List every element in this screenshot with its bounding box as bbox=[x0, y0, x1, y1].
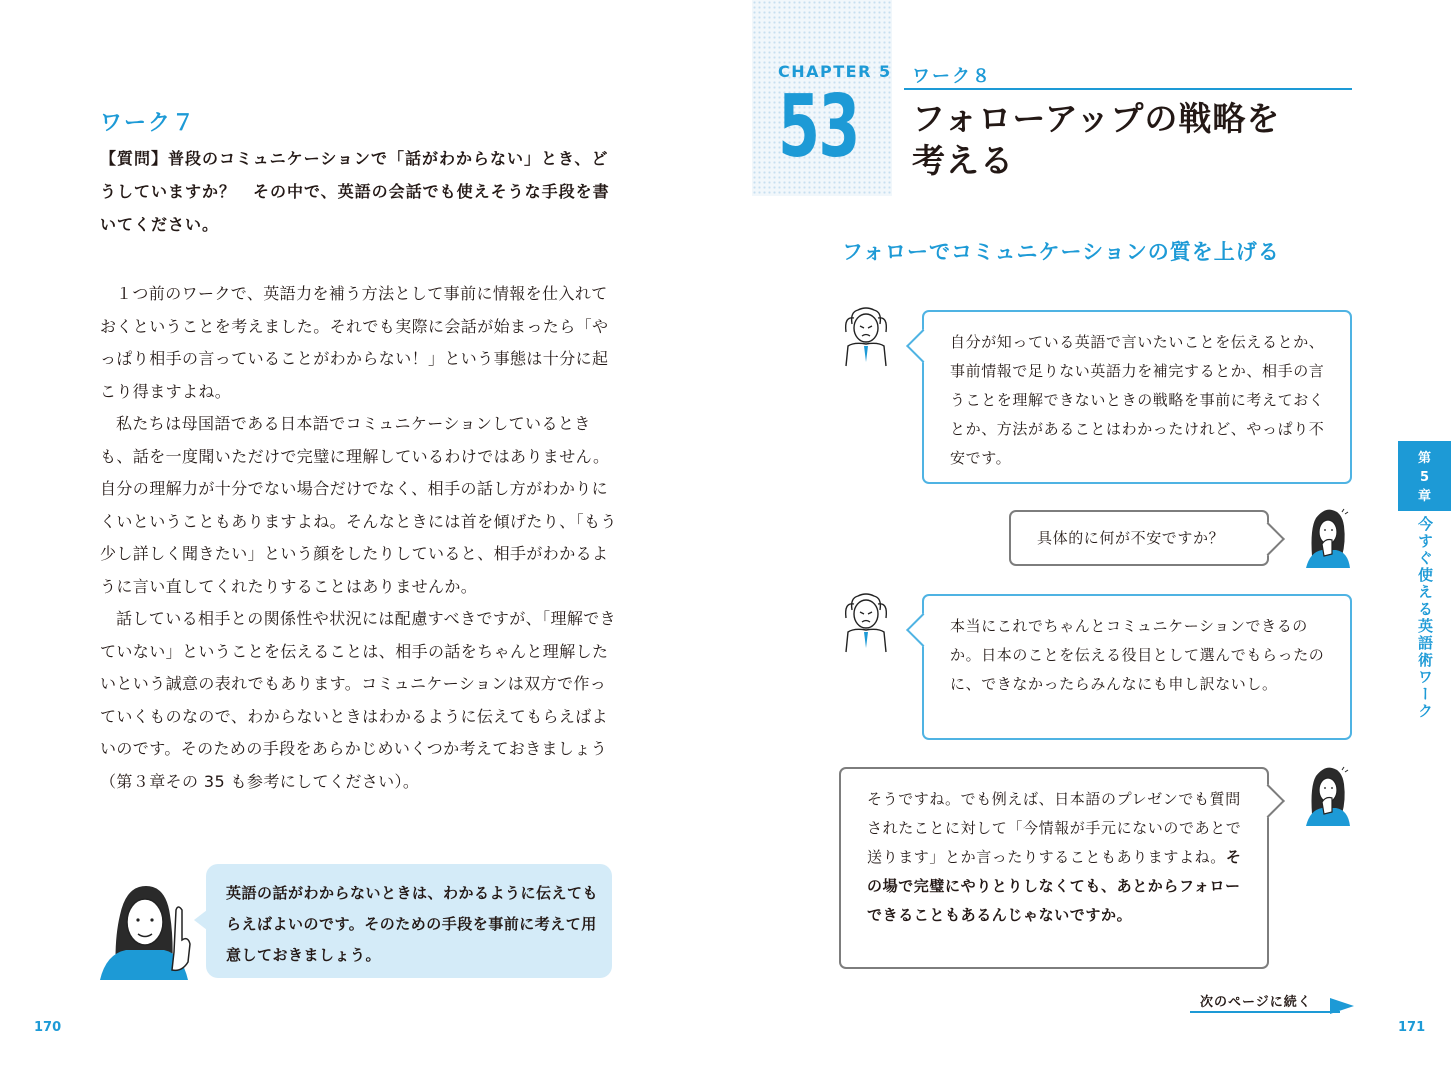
sidebar-chapter-text: 章 bbox=[1417, 489, 1431, 504]
bubble-tail bbox=[1251, 522, 1285, 556]
next-page-arrow-icon bbox=[1330, 998, 1354, 1014]
sidebar-chapter-text: 5 bbox=[1419, 470, 1430, 485]
woman-pointing-illustration bbox=[96, 880, 196, 980]
thinking-woman-icon bbox=[1302, 766, 1352, 826]
bubble-tail bbox=[1251, 784, 1285, 818]
section-title-line: フォローアップの戦略を bbox=[912, 99, 1281, 138]
worried-man-icon bbox=[838, 306, 894, 370]
section-title-line: 考える bbox=[912, 141, 1014, 180]
section-title bbox=[912, 98, 1352, 182]
thinking-woman-icon bbox=[1302, 508, 1352, 568]
tip-text: 英語の話がわからないときは、わかるように伝えてもらえばよいのです。そのための手段を事前に考えて用意しておきましょう。 bbox=[226, 884, 599, 964]
dialogue-text: 自分が知っている英語で言いたいことを伝えるとか、事前情報で足りない英語力を補完するとか、相手の言うことを理解できないときの戦略を事前に考えておくとか、方法があることはわかったけれど、やっぱり不安です。 bbox=[950, 333, 1325, 467]
dialogue-text-bold: その場で完璧にやりとりしなくても、あとからフォローできることもあるんじゃないですか。 bbox=[867, 848, 1242, 924]
paragraph: 私たちは母国語である日本語でコミュニケーションしているときも、話を一度聞いただけで完璧に理解しているわけではありません。自分の理解力が十分でない場合だけでなく、相手の話し方がわかりにくいということもありますよね。そんなときには首を傾げたり、「もう少し詳しく聞きたい」という顔をしたりしていると、相手がわかるように言い直してくれたりすることはありませんか。 bbox=[100, 414, 617, 596]
dialogue-text-plain: そうですね。でも例えば、日本語のプレゼンでも質問されたことに対して「今情報が手元にないのであとで送ります」とか言ったりすることもありますよね。 bbox=[867, 790, 1242, 866]
work-8-label: ワーク８ bbox=[912, 66, 992, 87]
bubble-tail bbox=[906, 613, 940, 647]
dialogue-text bbox=[867, 785, 1247, 930]
speech-bubble bbox=[922, 310, 1352, 484]
page-number-left: 170 bbox=[34, 1020, 62, 1035]
tip-bubble-tail bbox=[194, 910, 207, 930]
speech-bubble bbox=[922, 594, 1352, 740]
next-page-label: 次のページに続く bbox=[1200, 995, 1312, 1010]
header-rule bbox=[904, 88, 1352, 90]
paragraph: 話している相手との関係性や状況には配慮すべきですが、「理解できていない」ということを伝えることは、相手の話をちゃんと理解したいという誠意の表れでもあります。コミュニケーションは双方で作っていくものなので、わからないときはわかるように伝えてもらえばよいのです。そのための手段をあらかじめいくつか考えておきましょう（第３章その 35 も参考にしてください）。 bbox=[100, 609, 617, 791]
dialogue-text: 本当にこれでちゃんとコミュニケーションできるのか。日本のことを伝える役目として選んでもらったのに、できなかったらみんなにも申し訳ないし。 bbox=[950, 617, 1325, 693]
tip-bubble bbox=[206, 864, 612, 978]
sidebar-chapter-tab bbox=[1398, 441, 1451, 511]
sidebar-chapter-title: 今すぐ使える英語術ワーク bbox=[1416, 516, 1434, 720]
question-text: 【質問】普段のコミュニケーションで「話がわからない」とき、どうしていますか？ その中で、英語の会話でも使えそうな手段を書いてください。 bbox=[100, 149, 610, 234]
sub-heading: フォローでコミュニケーションの質を上げる bbox=[842, 240, 1280, 264]
chapter-label: CHAPTER 5 bbox=[778, 62, 892, 81]
speech-bubble bbox=[839, 767, 1269, 969]
sidebar-chapter-text: 第 bbox=[1417, 451, 1431, 466]
bubble-tail bbox=[906, 329, 940, 363]
work-7-title: ワーク７ bbox=[100, 111, 197, 136]
next-page-rule bbox=[1190, 1011, 1340, 1013]
worried-man-icon bbox=[838, 592, 894, 656]
speech-bubble bbox=[1009, 510, 1269, 566]
paragraph: １つ前のワークで、英語力を補う方法として事前に情報を仕入れておくということを考えました。それでも実際に会話が始まったら「やっぱり相手の言っていることがわからない！」という事態は十分に起こり得ますよね。 bbox=[100, 284, 609, 401]
page-number-right: 171 bbox=[1398, 1020, 1426, 1035]
dialogue-text: 具体的に何が不安ですか？ bbox=[1037, 529, 1225, 547]
body-text bbox=[100, 278, 620, 798]
section-number: 53 bbox=[778, 77, 859, 177]
